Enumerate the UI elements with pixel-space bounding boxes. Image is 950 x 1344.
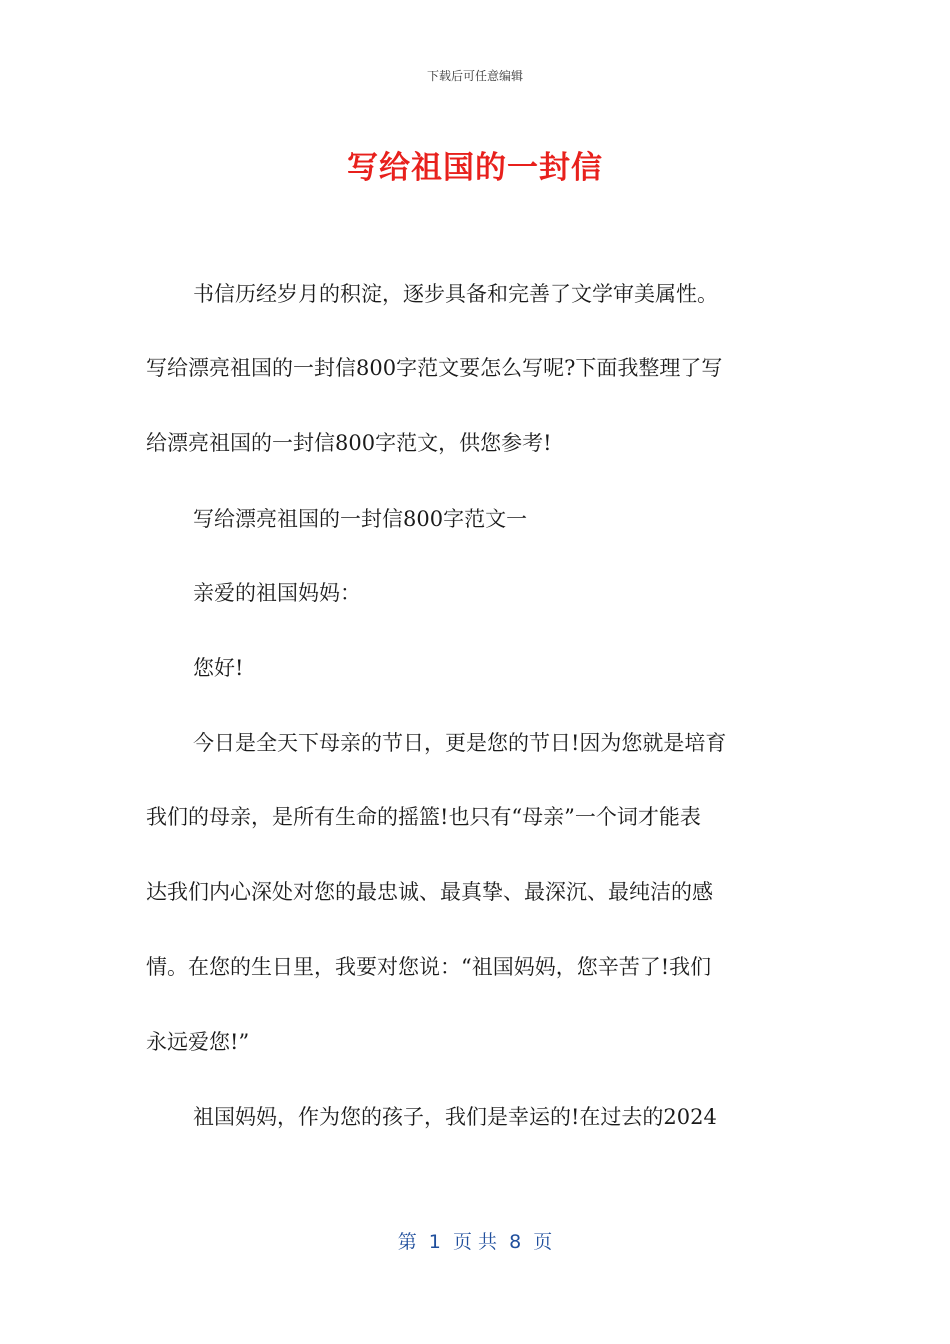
paragraph-line-11: 永远爱您!” xyxy=(146,1030,250,1054)
header-note: 下载后可任意编辑 xyxy=(426,69,523,83)
paragraph-line-10: 情。在您的生日里，我要对您说：“祖国妈妈，您辛苦了!我们 xyxy=(146,955,712,979)
paragraph-line-7: 今日是全天下母亲的节日，更是您的节日!因为您就是培育 xyxy=(193,731,727,755)
document-title: 写给祖国的一封信 xyxy=(347,150,603,186)
section-heading-line: 写给漂亮祖国的一封信800字范文一 xyxy=(193,507,528,531)
paragraph-line-2: 写给漂亮祖国的一封信800字范文要怎么写呢?下面我整理了写 xyxy=(146,356,723,380)
greeting-line: 您好! xyxy=(193,656,244,680)
paragraph-line-12: 祖国妈妈，作为您的孩子，我们是幸运的!在过去的2024 xyxy=(193,1105,717,1129)
paragraph-line-3: 给漂亮祖国的一封信800字范文，供您参考! xyxy=(146,431,552,455)
paragraph-line-8: 我们的母亲，是所有生命的摇篮!也只有“母亲”一个词才能表 xyxy=(146,805,701,829)
paragraph-line-9: 达我们内心深处对您的最忠诚、最真挚、最深沉、最纯洁的感 xyxy=(146,880,713,904)
salutation-line: 亲爱的祖国妈妈： xyxy=(193,581,361,605)
page-number-footer: 第 1 页 共 8 页 xyxy=(397,1231,553,1253)
paragraph-line-1: 书信历经岁月的积淀，逐步具备和完善了文学审美属性。 xyxy=(193,282,718,306)
